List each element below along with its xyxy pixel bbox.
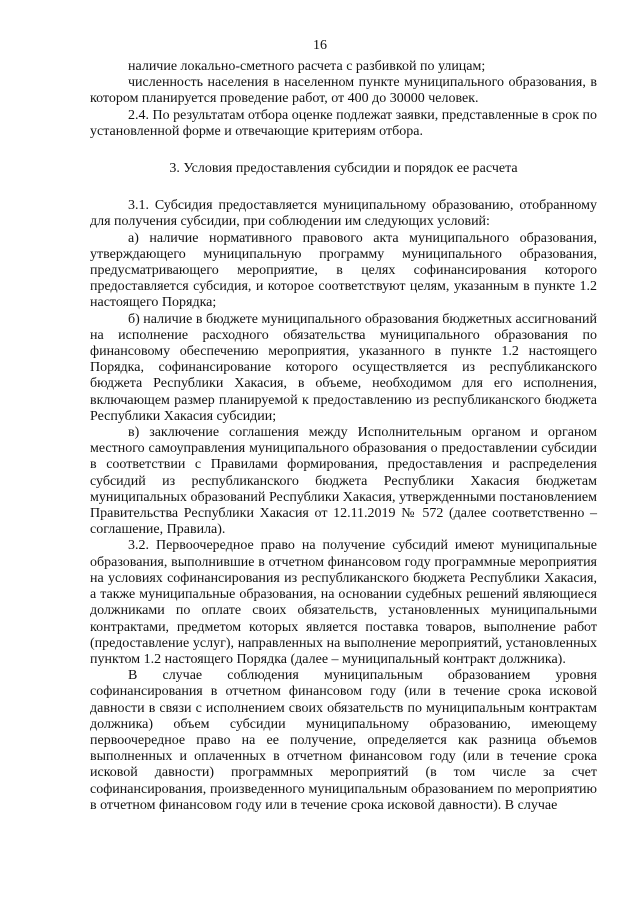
paragraph: численность населения в населенном пункте муниципального образования, в котором планируется проведение работ, от 400 до 30000 человек.: [90, 75, 597, 107]
paragraph: 3.1. Субсидия предоставляется муниципальному образованию, отобранному для получения субсидии, при соблюдении им следующих условий:: [90, 198, 597, 230]
paragraph: 2.4. По результатам отбора оценке подлежат заявки, представленные в срок по установленной форме и отвечающие критериям отбора.: [90, 107, 597, 139]
paragraph: б) наличие в бюджете муниципального образования бюджетных ассигнований на исполнение расходного обязательства муниципального образования по финансовому обеспечению мероприятия, указанного в пункте 1.2 настоящего Порядка, софинансирование которого осуществляется из республиканского бюджета Республики Хакасия, в объеме, необходимом для его исполнения, включающем размер планируемой к предоставлению из республиканского бюджета Республики Хакасия субсидии;: [90, 311, 597, 424]
paragraph: а) наличие нормативного правового акта муниципального образования, утверждающего муниципальную программу муниципального образования, предусматривающего мероприятие, в целях софинансирования которого предоставляется субсидия, и которое соответствуют целям, указанным в пункте 1.2 настоящего Порядка;: [90, 230, 597, 311]
page-number: 16: [313, 38, 327, 53]
paragraph: в) заключение соглашения между Исполнительным органом и органом местного самоуправления муниципального образования о предоставлении субсидии в соответствии с Правилами формирования, предоставления и распределения субсидий из республиканского бюджета Республики Хакасия бюджетам муниципальных образований Республики Хакасия, утвержденными постановлением Правительства Республики Хакасия от 12.11.2019 № 572 (далее соответственно – соглашение, Правила).: [90, 425, 597, 538]
document-body: [90, 59, 597, 814]
paragraph: 3.2. Первоочередное право на получение субсидий имеют муниципальные образования, выполнившие в отчетном финансовом году программные мероприятия на условиях софинансирования из республиканского бюджета Республики Хакасия, а также муниципальные образования, на основании судебных решений являющиеся должниками по оплате своих обязательств, установленных муниципальными контрактами, предметом которых является поставка товаров, выполнение работ (предоставление услуг), направленных на выполнение мероприятий, установленных пунктом 1.2 настоящего Порядка (далее – муниципальный контракт должника).: [90, 538, 597, 667]
section-heading: 3. Условия предоставления субсидии и порядок ее расчета: [169, 161, 518, 177]
paragraph: В случае соблюдения муниципальным образованием уровня софинансирования в отчетном финансовом году (или в течение срока исковой давности в связи с исполнением своих обязательств по муниципальным контрактам должника) объем субсидии муниципальному образованию, имеющему первоочередное право на ее получение, определяется как разница объемов выполненных и оплаченных в отчетном финансовом году (или в течение срока исковой давности) программных мероприятий (в том числе за счет софинансирования, произведенного муниципальным образованием по мероприятию в отчетном финансовом году или в течение срока исковой давности). В случае: [90, 668, 597, 813]
paragraph: наличие локально-сметного расчета с разбивкой по улицам;: [128, 59, 486, 74]
